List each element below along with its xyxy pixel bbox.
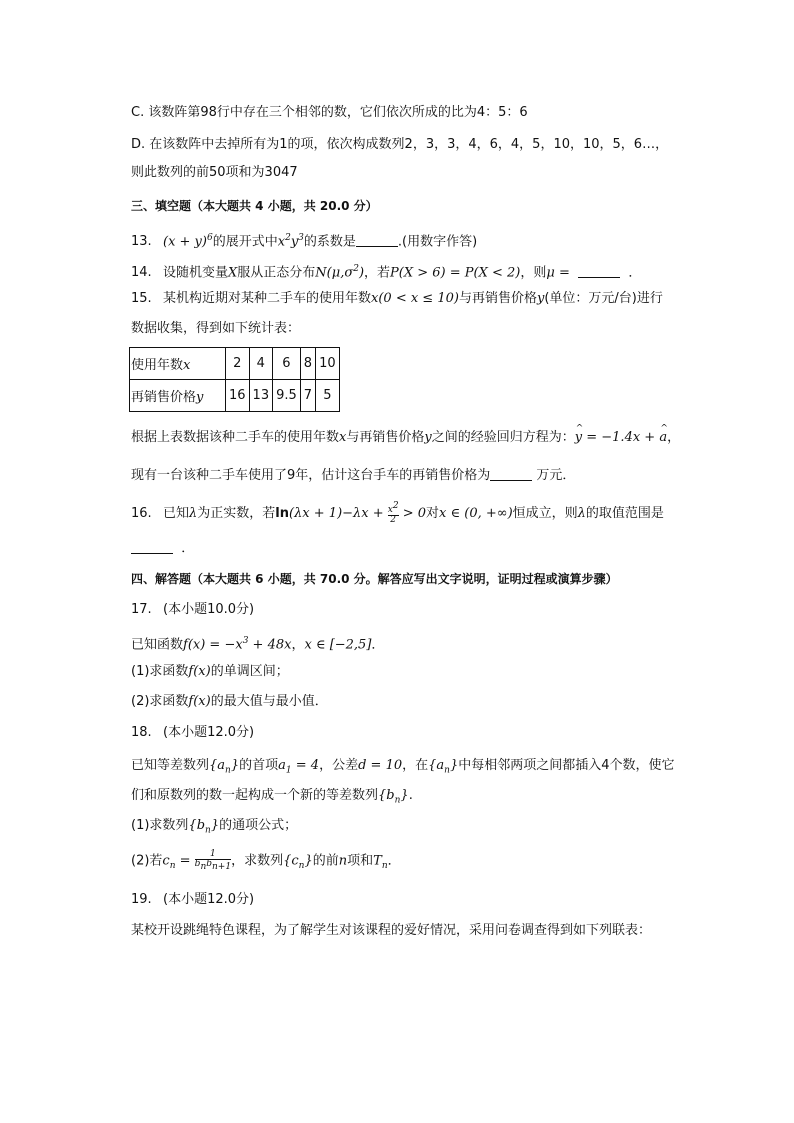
question-18-part1: (1)求数列$\{b_n\}$的通项公式； — [131, 818, 298, 836]
answer-blank[interactable] — [490, 467, 532, 481]
text: 们和原数列的数一起构成一个新的等差数列 — [131, 788, 379, 803]
text: 与再销售价格 — [458, 291, 537, 306]
question-number: 15. — [131, 291, 152, 306]
question-15: 15. 某机构近期对某种二手车的使用年数x(0 < x ≤ 10)与再销售价格y(单位：万元/台)进行 — [131, 291, 663, 306]
question-13: 13. $(x + y)^6$的展开式中$x^2y^3$的系数是 .(用数字作答) — [131, 233, 478, 250]
text: 中每相邻两项之间都插入4个数，使它 — [458, 758, 675, 773]
table-cell: 5 — [316, 380, 340, 412]
text: 设随机变量 — [163, 265, 229, 281]
question-17-body: 已知函数$f(x) = -x^3 + 48x$，x ∈ [−2,5]． — [131, 636, 385, 653]
text: ，求数列 — [231, 853, 284, 869]
question-number: 19. — [131, 892, 152, 907]
math: (x + y) — [163, 234, 207, 250]
answer-blank[interactable] — [131, 540, 173, 554]
question-18-header — [131, 724, 254, 742]
option-c: C. 该数阵第98行中存在三个相邻的数，它们依次所成的比为4：5：6 — [131, 105, 528, 120]
score-note: (本小题12.0分) — [163, 725, 255, 740]
table-row — [130, 380, 340, 412]
text: 的取值范围是 — [585, 506, 664, 521]
question-number: 14. — [131, 265, 152, 281]
table-cell: 2 — [226, 348, 250, 380]
question-18-part2: (2)若$c_n$ = $\frac{1}{b_nb_{n+1}}$ ，求数列$\{c_n\}$的前n项和$T_n$． — [131, 849, 401, 872]
question-number: 13. — [131, 234, 152, 250]
text: (单位：万元/台)进行 — [544, 291, 663, 306]
regression-line1: 根据上表数据该种二手车的使用年数x与再销售价格y之间的经验回归方程为：^ y = −1.4x + ^ a， — [131, 429, 680, 447]
option-d-line2: 则此数列的前50项和为3047 — [131, 165, 298, 180]
text: (1)求函数 — [131, 664, 189, 679]
question-16-line2: ． — [131, 540, 194, 558]
text: (2)求函数 — [131, 694, 189, 709]
question-17-header — [131, 601, 254, 619]
question-16: 16. 已知λ为正实数，若ln(λx + 1)−λx + $\frac{x^2}{2}$ > 0对x ∈ (0, +∞)恒成立，则λ的取值范围是 — [131, 501, 664, 525]
question-17-part1: (1)求函数f(x)的单调区间； — [131, 664, 289, 679]
question-19-header — [131, 891, 254, 909]
row-label-price: 再销售价格y — [130, 380, 226, 412]
fraction: $\frac{x^2}{2}$ — [387, 501, 399, 525]
question-18-body: 已知等差数列$\{a_n\}$的首项$a_1 = 4$，公差d = 10，在$\{a_n\}$中每相邻两项之间都插入4个数，使它 — [131, 758, 675, 776]
text: 的展开式中 — [212, 234, 278, 250]
text: 根据上表数据该种二手车的使用年数 — [131, 430, 340, 445]
text: 对 — [426, 506, 440, 521]
table-cell: 8 — [300, 348, 315, 380]
question-18-body2: 们和原数列的数一起构成一个新的等差数列$\{b_n\}$. — [131, 788, 413, 806]
score-note: (本小题10.0分) — [163, 602, 255, 617]
question-number: 18. — [131, 725, 152, 740]
text: 服从正态分布 — [237, 265, 316, 281]
question-number: 16. — [131, 506, 152, 521]
text: 已知等差数列 — [131, 758, 210, 773]
text: ，在 — [402, 758, 429, 773]
text: 的系数是 — [303, 234, 356, 250]
text: 的通项公式； — [219, 818, 298, 833]
text: 的首项 — [239, 758, 279, 773]
answer-blank[interactable] — [578, 264, 620, 278]
section-fill-in-heading: 三、填空题（本大题共 4 小题，共 20.0 分） — [131, 199, 378, 213]
text: 恒成立，则 — [512, 506, 578, 521]
question-17-part2: (2)求函数f(x)的最大值与最小值． — [131, 694, 328, 709]
text: 之间的经验回归方程为： — [431, 430, 575, 445]
question-19-body: 某校开设跳绳特色课程，为了解学生对该课程的爱好情况，采用问卷调查得到如下列联表： — [131, 923, 652, 938]
text: 现有一台该种二手车使用了9年，估计这台手车的再销售价格为 — [131, 468, 491, 483]
statistics-table — [129, 347, 340, 412]
text: 万元． — [536, 468, 576, 483]
text: ，则 — [520, 265, 547, 281]
text: 与再销售价格 — [346, 430, 425, 445]
text: ，若 — [364, 265, 391, 281]
table-cell: 7 — [300, 380, 315, 412]
text: 项和 — [347, 853, 374, 869]
question-15-line2: 数据收集，得到如下统计表： — [131, 321, 301, 336]
text: 的单调区间； — [210, 664, 289, 679]
table-cell: 16 — [226, 380, 250, 412]
text: ，公差 — [319, 758, 359, 773]
score-note: (本小题12.0分) — [163, 892, 255, 907]
text: 已知 — [163, 506, 190, 521]
table-row — [130, 348, 340, 380]
fraction: $\frac{1}{b_nb_{n+1}}$ — [194, 849, 232, 872]
text: 为正实数，若 — [197, 506, 276, 521]
text: (2)若 — [131, 853, 163, 869]
table-cell: 9.5 — [273, 380, 301, 412]
question-14: 14. 设随机变量X服从正态分布$N(\mu,\sigma^2)$，若P(X > 6) = P(X < 2)，则μ = ． — [131, 264, 642, 281]
table-cell: 13 — [249, 380, 273, 412]
text: .(用数字作答) — [397, 234, 478, 250]
option-d-line1: D. 在该数阵中去掉所有为1的项，依次构成数列2，3，3，4，6，4，5，10，10，5，6…， — [131, 137, 669, 152]
question-number: 17. — [131, 602, 152, 617]
table-cell: 10 — [316, 348, 340, 380]
table-cell: 4 — [249, 348, 273, 380]
table-cell: 6 — [273, 348, 301, 380]
text: 的最大值与最小值． — [210, 694, 328, 709]
text: 已知函数 — [131, 637, 184, 653]
answer-blank[interactable] — [356, 233, 398, 247]
text: 的前 — [312, 853, 339, 869]
text: (1)求数列 — [131, 818, 189, 833]
row-label-years: 使用年数x — [130, 348, 226, 380]
section-solution-heading: 四、解答题（本大题共 6 小题，共 70.0 分。解答应写出文字说明，证明过程或演算步骤） — [131, 572, 618, 586]
text: 某机构近期对某种二手车的使用年数 — [163, 291, 372, 306]
regression-line2 — [131, 467, 575, 485]
